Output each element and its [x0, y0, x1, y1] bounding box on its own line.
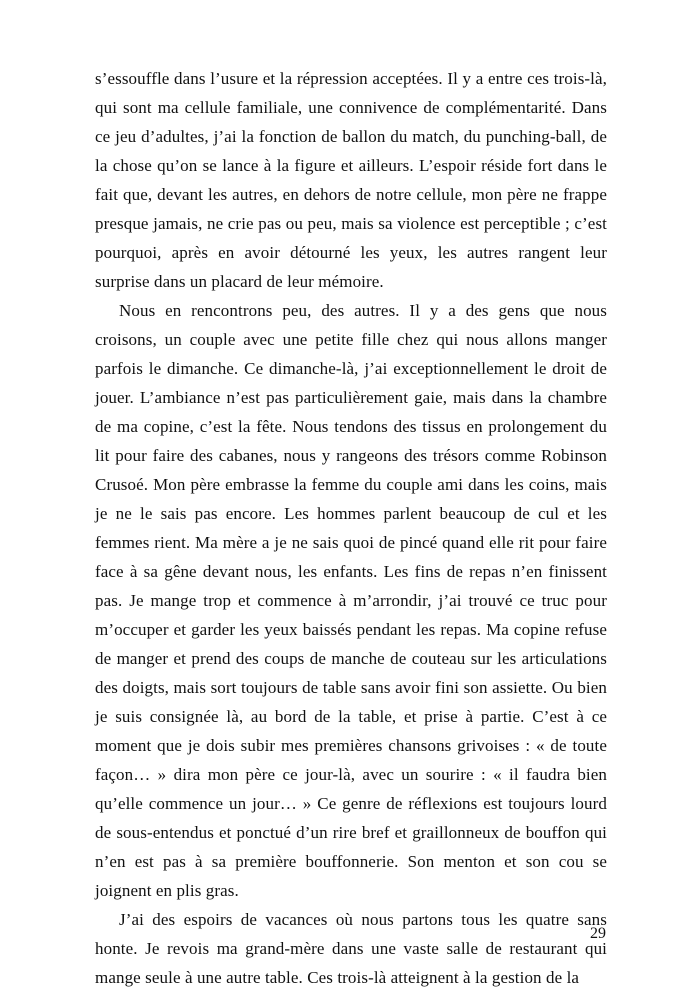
- paragraph: s’essouffle dans l’usure et la répression acceptées. Il y a entre ces trois-là, qui sont ma cellule familiale, une connivence de complémentarité. Dans ce jeu d’adultes, j’ai la fonction de ballon du match, du punching-ball, de la chose qu’on se lance à la figure et ailleurs. L’espoir réside fort dans le fait que, devant les autres, en dehors de notre cellule, mon père ne frappe presque jamais, ne crie pas ou peu, mais sa violence est perceptible ; c’est pourquoi, après en avoir détourné les yeux, les autres rangent leur surprise dans un placard de leur mémoire.: [95, 69, 607, 291]
- body-text: [95, 64, 607, 992]
- page-number: 29: [590, 925, 606, 942]
- paragraph: J’ai des espoirs de vacances où nous partons tous les quatre sans honte. Je revois ma grand-mère dans une vaste salle de restaurant qui mange seule à une autre table. Ces trois-là atteignent à la gestion de la: [95, 910, 607, 987]
- paragraph: Nous en rencontrons peu, des autres. Il y a des gens que nous croisons, un couple avec une petite fille chez qui nous allons manger parfois le dimanche. Ce dimanche-là, j’ai exceptionnellement le droit de jouer. L’ambiance n’est pas particulièrement gaie, mais dans la chambre de ma copine, c’est la fête. Nous tendons des tissus en prolongement du lit pour faire des cabanes, nous y rangeons des trésors comme Robinson Crusoé. Mon père embrasse la femme du couple ami dans les coins, mais je ne le sais pas encore. Les hommes parlent beaucoup de cul et les femmes rient. Ma mère a je ne sais quoi de pincé quand elle rit pour faire face à sa gêne devant nous, les enfants. Les fins de repas n’en finissent pas. Je mange trop et commence à m’arrondir, j’ai trouvé ce truc pour m’occuper et garder les yeux baissés pendant les repas. Ma copine refuse de manger et prend des coups de manche de couteau sur les articulations des doigts, mais sort toujours de table sans avoir fini son assiette. Ou bien je suis consignée là, au bord de la table, et prise à partie. C’est à ce moment que je dois subir mes premières chansons grivoises : « de toute façon… » dira mon père ce jour-là, avec un sourire : « il faudra bien qu’elle commence un jour… » Ce genre de réflexions est toujours lourd de sous-entendus et ponctué d’un rire bref et graillonneux de bouffon qui n’en est pas à sa première bouffonnerie. Son menton et son cou se joignent en plis gras.: [95, 301, 607, 900]
